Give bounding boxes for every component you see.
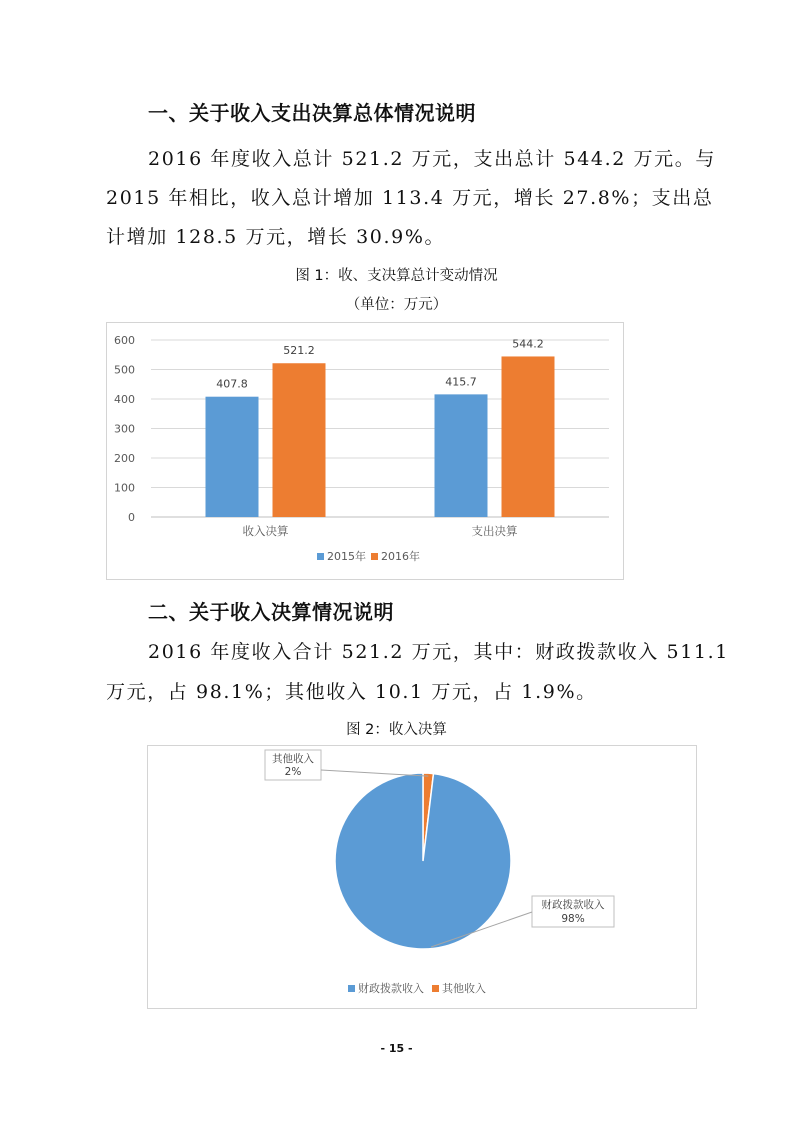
x-tick-label: 收入决算 [242,524,289,538]
section1-line-3: 计增加 128.5 万元，增长 30.9%。 [106,226,446,248]
data-label: 521.2 [283,344,315,358]
bar [502,356,555,517]
pie-slice [335,773,511,949]
y-tick-label: 500 [114,363,135,377]
legend-label: 其他收入 [442,982,486,995]
figure1-title: 图 1：收、支决算总计变动情况 [295,268,498,284]
figure2-title: 图 2：收入决算 [346,722,447,738]
figure1-unit: （单位：万元） [345,297,448,313]
data-label: 415.7 [445,375,477,389]
bar [435,394,488,517]
y-tick-label: 100 [114,481,135,495]
data-label: 544.2 [512,337,544,351]
section2-line-2: 万元，占 98.1%；其他收入 10.1 万元，占 1.9%。 [106,681,597,703]
bar-chart-frame [106,322,624,580]
bar [273,363,326,517]
data-label-name: 其他收入 [272,753,314,765]
legend-swatch [317,553,324,560]
legend-swatch [371,553,378,560]
legend-label: 2016年 [381,550,420,563]
y-tick-label: 600 [114,334,135,347]
pie-chart-frame [147,745,697,1009]
legend-swatch [348,985,355,992]
section1-heading: 一、关于收入支出决算总体情况说明 [148,101,476,125]
y-tick-label: 400 [114,393,135,406]
section2-heading: 二、关于收入决算情况说明 [148,600,394,624]
data-label: 407.8 [216,377,248,391]
section2-line-1: 2016 年度收入合计 521.2 万元，其中：财政拨款收入 511.1 [148,641,729,663]
y-tick-label: 0 [128,511,135,524]
data-label-pct: 2% [284,766,302,778]
x-tick-label: 支出决算 [471,524,518,538]
page-number: - 15 - [380,1042,413,1055]
data-label-pct: 98% [561,913,585,925]
section1-line-1: 2016 年度收入总计 521.2 万元，支出总计 544.2 万元。与 [148,148,716,170]
bar-chart [107,323,623,579]
y-tick-label: 300 [114,422,135,436]
section1-line-2: 2015 年相比，收入总计增加 113.4 万元，增长 27.8%；支出总 [106,187,714,209]
legend-label: 财政拨款收入 [358,982,424,995]
bar [206,397,259,517]
legend-swatch [432,985,439,992]
legend-label: 2015年 [327,550,366,563]
pie-chart [148,746,696,1008]
y-tick-label: 200 [114,452,135,465]
data-label-name: 财政拨款收入 [541,899,605,911]
